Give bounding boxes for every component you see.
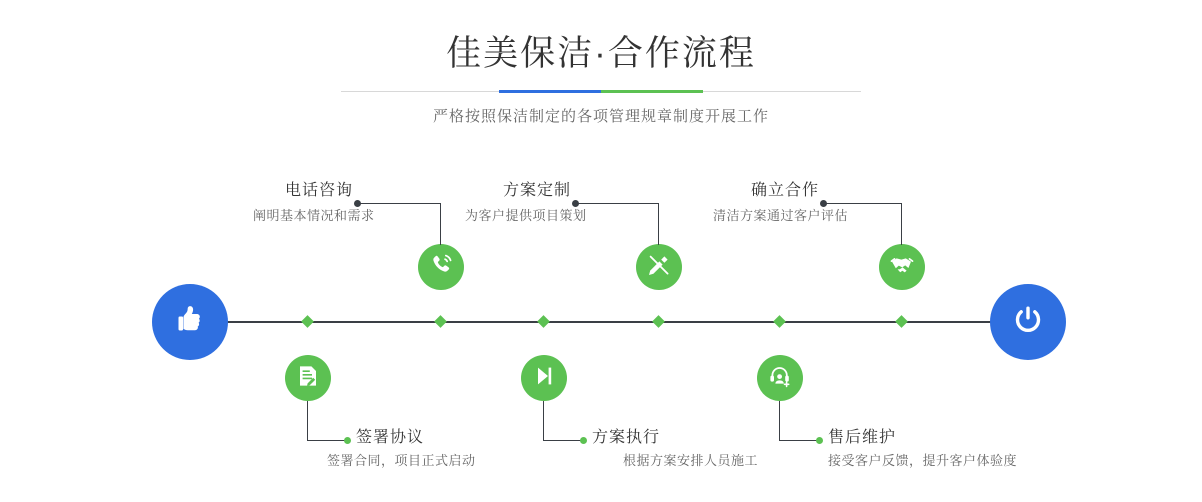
axis-marker-4 <box>537 315 550 328</box>
timeline-axis <box>155 321 1048 323</box>
connector-4-horizontal <box>543 440 583 441</box>
connector-dot-6 <box>816 437 823 444</box>
step-label-4 <box>592 427 660 449</box>
step-desc-wrap-1 <box>253 205 375 227</box>
step-title-1: 电话咨询 <box>284 182 353 199</box>
divider-accent-green <box>601 90 703 93</box>
headset-support-icon <box>767 363 793 394</box>
step-label-1 <box>253 180 353 202</box>
title-divider <box>341 90 861 93</box>
step-desc-wrap-4 <box>623 450 758 472</box>
page-subtitle: 严格按照保洁制定的各项管理规章制度开展工作 <box>432 108 769 125</box>
step-title-6: 售后维护 <box>828 429 897 446</box>
thumbs-up-icon <box>170 300 210 345</box>
timeline <box>0 150 1202 502</box>
connector-2-vertical <box>307 401 308 441</box>
step-desc-wrap-6 <box>828 450 1017 472</box>
axis-marker-6 <box>773 315 786 328</box>
connector-dot-4 <box>580 437 587 444</box>
handshake-icon <box>889 252 915 283</box>
step-desc-wrap-3 <box>465 205 587 227</box>
document-pen-icon <box>295 363 321 394</box>
step-desc-4: 根据方案安排人员施工 <box>623 453 759 468</box>
step-desc-wrap-2 <box>327 450 476 472</box>
step-title-2: 签署协议 <box>356 429 425 446</box>
step-node-3 <box>636 244 682 290</box>
connector-1-horizontal <box>358 203 440 204</box>
axis-marker-2 <box>301 315 314 328</box>
axis-marker-1 <box>434 315 447 328</box>
step-title-3: 方案定制 <box>502 182 571 199</box>
step-node-6 <box>757 355 803 401</box>
page-title: 佳美保洁·合作流程 <box>446 34 756 73</box>
connector-6-horizontal <box>779 440 819 441</box>
timeline-start <box>152 284 228 360</box>
step-node-2 <box>285 355 331 401</box>
axis-marker-5 <box>895 315 908 328</box>
connector-6-vertical <box>779 401 780 441</box>
step-desc-5: 清洁方案通过客户评估 <box>713 208 849 223</box>
step-label-3 <box>471 180 571 202</box>
connector-dot-2 <box>344 437 351 444</box>
header <box>0 30 1202 126</box>
step-desc-wrap-5 <box>713 205 848 227</box>
timeline-end <box>990 284 1066 360</box>
connector-3-horizontal <box>576 203 658 204</box>
step-title-5: 确立合作 <box>750 182 819 199</box>
connector-5-horizontal <box>824 203 901 204</box>
step-node-4 <box>521 355 567 401</box>
connector-3-vertical <box>658 203 659 245</box>
step-title-4: 方案执行 <box>592 429 661 446</box>
phone-ring-icon <box>428 252 454 283</box>
step-node-1 <box>418 244 464 290</box>
step-label-5 <box>719 180 819 202</box>
step-label-6 <box>828 427 896 449</box>
step-desc-3: 为客户提供项目策划 <box>465 208 587 223</box>
connector-1-vertical <box>440 203 441 245</box>
step-desc-2: 签署合同，项目正式启动 <box>327 453 476 468</box>
step-label-2 <box>356 427 424 449</box>
step-desc-1: 阐明基本情况和需求 <box>253 208 375 223</box>
connector-4-vertical <box>543 401 544 441</box>
connector-5-vertical <box>901 203 902 245</box>
play-forward-icon <box>531 363 557 394</box>
axis-marker-3 <box>652 315 665 328</box>
connector-2-horizontal <box>307 440 347 441</box>
step-node-5 <box>879 244 925 290</box>
divider-accent-blue <box>499 90 601 93</box>
step-desc-6: 接受客户反馈，提升客户体验度 <box>828 453 1018 468</box>
pen-ruler-icon <box>646 252 672 283</box>
power-icon <box>1008 300 1048 345</box>
